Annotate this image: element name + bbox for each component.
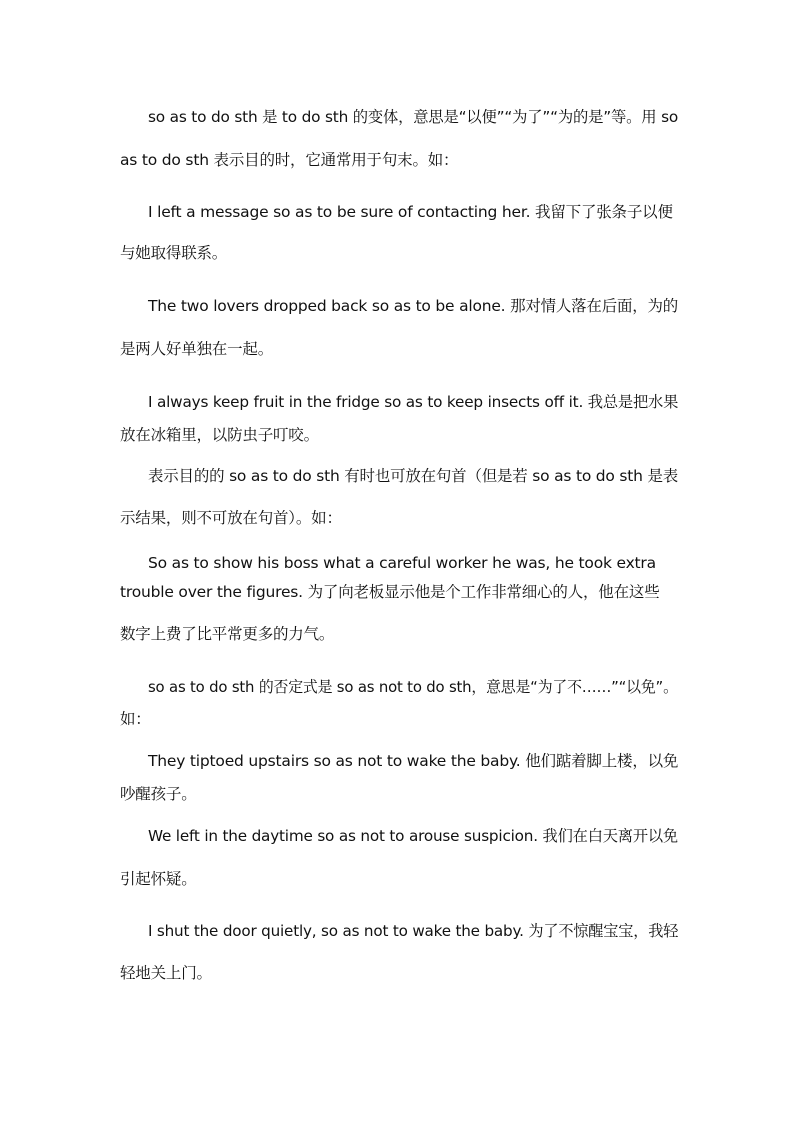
example-3-line-2: 放在冰箱里，以防虫子叮咬。 <box>120 426 319 444</box>
front-position-note-line-1: 表示目的的 so as to do sth 有时也可放在句首（但是若 so as to do sth 是表 <box>148 467 679 485</box>
example-4-line-3: 数字上费了比平常更多的力气。 <box>120 625 335 643</box>
example-5-line-1: They tiptoed upstairs so as not to wake the baby. 他们踮着脚上楼，以免 <box>148 752 679 770</box>
intro-line-2: as to do sth 表示目的时，它通常用于句末。如： <box>120 151 459 169</box>
example-1-line-2: 与她取得联系。 <box>120 244 228 262</box>
example-3-line-1: I always keep fruit in the fridge so as to keep insects off it. 我总是把水果 <box>148 393 679 411</box>
negative-form-note-line-2: 如： <box>120 710 151 728</box>
example-7-line-1: I shut the door quietly, so as not to wake the baby. 为了不惊醒宝宝，我轻 <box>148 922 679 940</box>
example-4-line-1: So as to show his boss what a careful worker he was, he took extra <box>148 554 656 572</box>
example-5-line-2: 吵醒孩子。 <box>120 785 197 803</box>
example-4-line-2: trouble over the figures. 为了向老板显示他是个工作非常细心的人，他在这些 <box>120 583 660 601</box>
example-1-line-1: I left a message so as to be sure of contacting her. 我留下了张条子以便 <box>148 203 673 221</box>
example-6-line-1: We left in the daytime so as not to arouse suspicion. 我们在白天离开以免 <box>148 827 678 845</box>
example-2-line-2: 是两人好单独在一起。 <box>120 340 274 358</box>
front-position-note-line-2: 示结果，则不可放在句首）。如： <box>120 509 342 527</box>
negative-form-note-line-1: so as to do sth 的否定式是 so as not to do sth，意思是“为了不……”“以免”。 <box>148 678 678 696</box>
example-7-line-2: 轻地关上门。 <box>120 964 212 982</box>
example-6-line-2: 引起怀疑。 <box>120 870 197 888</box>
intro-line-1: so as to do sth 是 to do sth 的变体，意思是“以便”“为了”“为的是”等。用 so <box>148 108 679 126</box>
example-2-line-1: The two lovers dropped back so as to be alone. 那对情人落在后面，为的 <box>148 297 679 315</box>
